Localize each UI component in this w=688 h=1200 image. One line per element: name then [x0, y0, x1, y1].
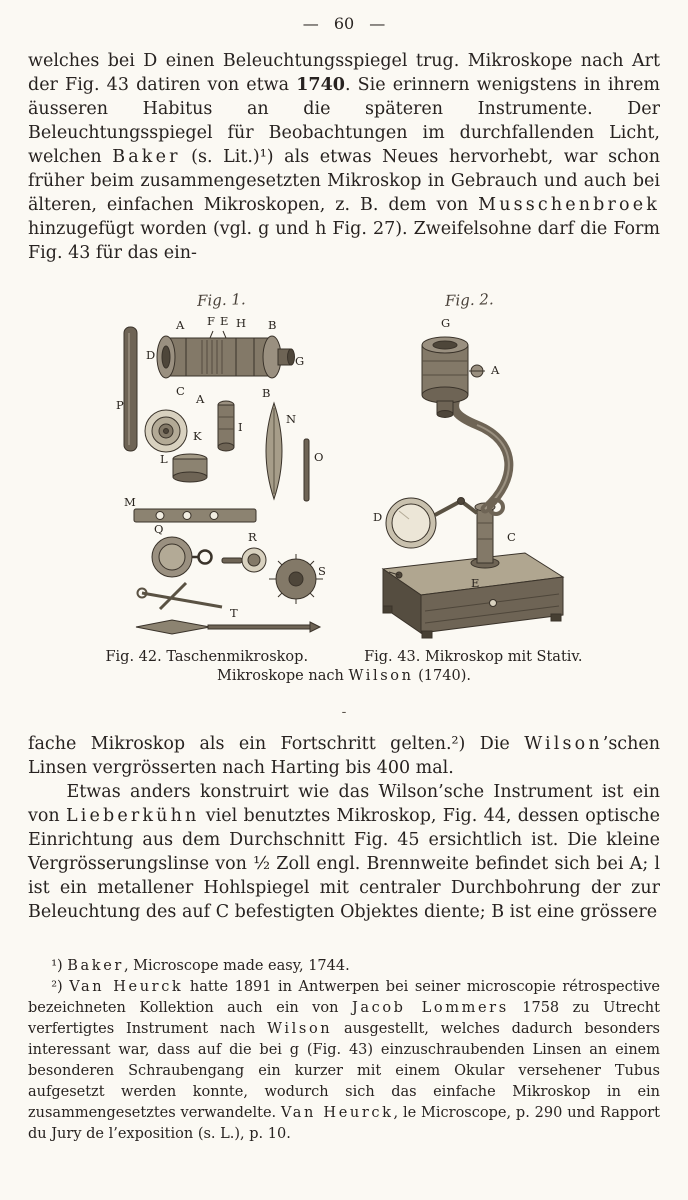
part-label: F [206, 314, 215, 328]
fig43-caption-label: Fig. 43. [364, 649, 421, 665]
part-label: T [229, 606, 238, 620]
fig42-engraving [114, 311, 329, 641]
text-run: , le Microscope, p. 290 und Rapport du Jury de l’exposition (s. L.), p. 10. [28, 1105, 660, 1142]
text-run: Etwas anders konstruirt wie das Wilson’sche Instrument ist ein von [28, 782, 660, 826]
text-run: viel benutztes Mikroskop, Fig. 44, dessen optische Einrichtung aus dem Durchschnitt Fig. 45 ersichtlich ist. Die kleine Vergrösserungslinse von ½ Zoll engl. Brennweite befindet sich bei A; l ist ein metallener Hohlspiegel mit centraler Durchbohrung der zur Beleuchtung des auf C befestigten Objektes diente; B ist eine grössere [28, 806, 660, 922]
fig43-caption [364, 649, 582, 665]
person-name-van-heurck: Van Heurck [281, 1105, 394, 1121]
year-emphasis: 1740 [296, 75, 345, 95]
person-name-baker: Baker [67, 958, 124, 974]
part-label: L [159, 452, 168, 466]
fig43-inscription: Fig. 2. [444, 290, 495, 310]
part-label: S [317, 564, 326, 578]
thumbscrew [469, 365, 485, 377]
part-label: Q [153, 522, 163, 536]
handle-piece [218, 401, 234, 451]
fig43-engraving [365, 311, 575, 641]
condenser-lens [145, 410, 187, 452]
part-label: I [237, 420, 243, 434]
person-name-baker: Baker [112, 147, 181, 167]
scan-mark: - [341, 704, 347, 720]
hand-lens [222, 548, 266, 572]
pocket-rod [124, 327, 137, 451]
mirror [386, 498, 477, 549]
text-run: hatte 1891 in Antwerpen bei seiner microscopie rétrospective bezeichneten Kollektion auch ein von [28, 979, 660, 1016]
part-label: O [313, 450, 323, 464]
text-run: hinzugefügt worden (vgl. g und h Fig. 27). Zweifelsohne darf die Form Fig. 43 für das ein- [28, 219, 660, 263]
text-run: 1758 zu Utrecht verfertigtes Instrument nach [28, 1000, 660, 1037]
person-name-musschenbroek: Musschenbroek [478, 195, 660, 215]
part-label: R [247, 530, 257, 544]
person-name-van-heurck: Van Heurck [69, 979, 184, 995]
text-run: welches bei D einen Beleuchtungsspiegel trug. Mikroskope nach Art der Fig. 43 datiren von etwa [28, 51, 660, 95]
scroll-arm [454, 397, 508, 514]
part-label: A [175, 318, 184, 332]
person-name-lommers: Jacob Lommers [351, 1000, 509, 1016]
probe-rod [304, 439, 309, 501]
text-run: ausgestellt, welches dadurch besonders interessant war, dass auf die bei g (Fig. 43) einzuschraubenden Linsen an einem besonderen Schraubengang ein kurzer mit einem Okular versehener Tubus aufgesetzt werden konnte, wodurch sich das einfache Mikroskop in ein zusammengesetztes verwandelte. [28, 1021, 660, 1121]
footnote-marker: ¹) [51, 958, 68, 974]
lancet [136, 620, 320, 634]
text-run: Mikroskope nach [217, 668, 349, 684]
person-name-wilson: Wilson [524, 734, 603, 754]
part-label: G [440, 316, 450, 330]
part-label: B [261, 386, 270, 400]
footnote-1 [28, 956, 660, 977]
fig42-caption-label: Fig. 42. [105, 649, 162, 665]
page-number: — 60 — [302, 14, 386, 33]
part-label: N [285, 412, 296, 426]
part-label: C [506, 530, 516, 544]
part-label: D [145, 348, 155, 362]
knurled-disc [269, 554, 323, 604]
part-label: A [490, 363, 499, 377]
fig42-inscription: Fig. 1. [196, 290, 246, 310]
fig42-caption [105, 649, 308, 665]
lens-box [173, 454, 207, 482]
figures-subcaption [28, 668, 660, 684]
forceps [137, 583, 222, 609]
part-label: K [192, 429, 202, 443]
paragraph-1 [28, 49, 660, 265]
text-run: , Microscope made easy, 1744. [123, 958, 350, 974]
paragraph-2 [28, 732, 660, 780]
body-tube [422, 337, 468, 418]
part-label: H [235, 316, 246, 330]
footnote-marker: ²) [51, 979, 70, 995]
fig43-caption-title: Mikroskop mit Stativ. [424, 649, 583, 665]
footnotes-section [28, 956, 660, 1145]
part-label: E [219, 314, 228, 328]
part-label: M [123, 495, 136, 509]
slider-bar [134, 509, 256, 522]
person-name-wilson: Wilson [267, 1021, 333, 1037]
figures-row [28, 291, 660, 641]
figure-block [28, 291, 660, 684]
part-label: D [372, 510, 382, 524]
text-run: (1740). [413, 668, 471, 684]
part-label: G [294, 354, 304, 368]
text-run: . Sie erinnern wenigstens in ihrem äusseren Habitus an die späteren Instrumente. Der Beleuchtungsspiegel für Beobachtungen im durchfallenden Licht, welchen [28, 75, 661, 167]
person-name-wilson: Wilson [348, 668, 414, 684]
person-name-lieberkuehn: Lieberkühn [66, 806, 200, 826]
part-label: A [195, 392, 204, 406]
text-run: fache Mikroskop als ein Fortschritt gelten.²) Die [28, 734, 525, 754]
part-label: P [115, 398, 124, 412]
paragraph-3 [28, 780, 660, 924]
round-box [152, 537, 212, 577]
figure-42 [114, 291, 329, 641]
part-label: E [470, 576, 479, 590]
part-label: C [175, 384, 185, 398]
ivory-blade [266, 403, 282, 499]
captions-row [28, 649, 660, 665]
part-label: B [267, 318, 276, 332]
text-run: (s. Lit.)¹) als etwas Neues hervorhebt, war schon früher beim zusammengesetzten Mikroskop in Gebrauch und auch bei älteren, einfachen Mikroskopen, z. B. dem von [28, 147, 660, 215]
screw-barrel-body [157, 331, 295, 378]
text-run: ’schen Linsen vergrösserten nach Harting bis 400 mal. [28, 734, 660, 778]
footnote-2 [28, 977, 660, 1145]
fig42-caption-title: Taschenmikroskop. [166, 649, 309, 665]
figure-43 [365, 291, 575, 641]
